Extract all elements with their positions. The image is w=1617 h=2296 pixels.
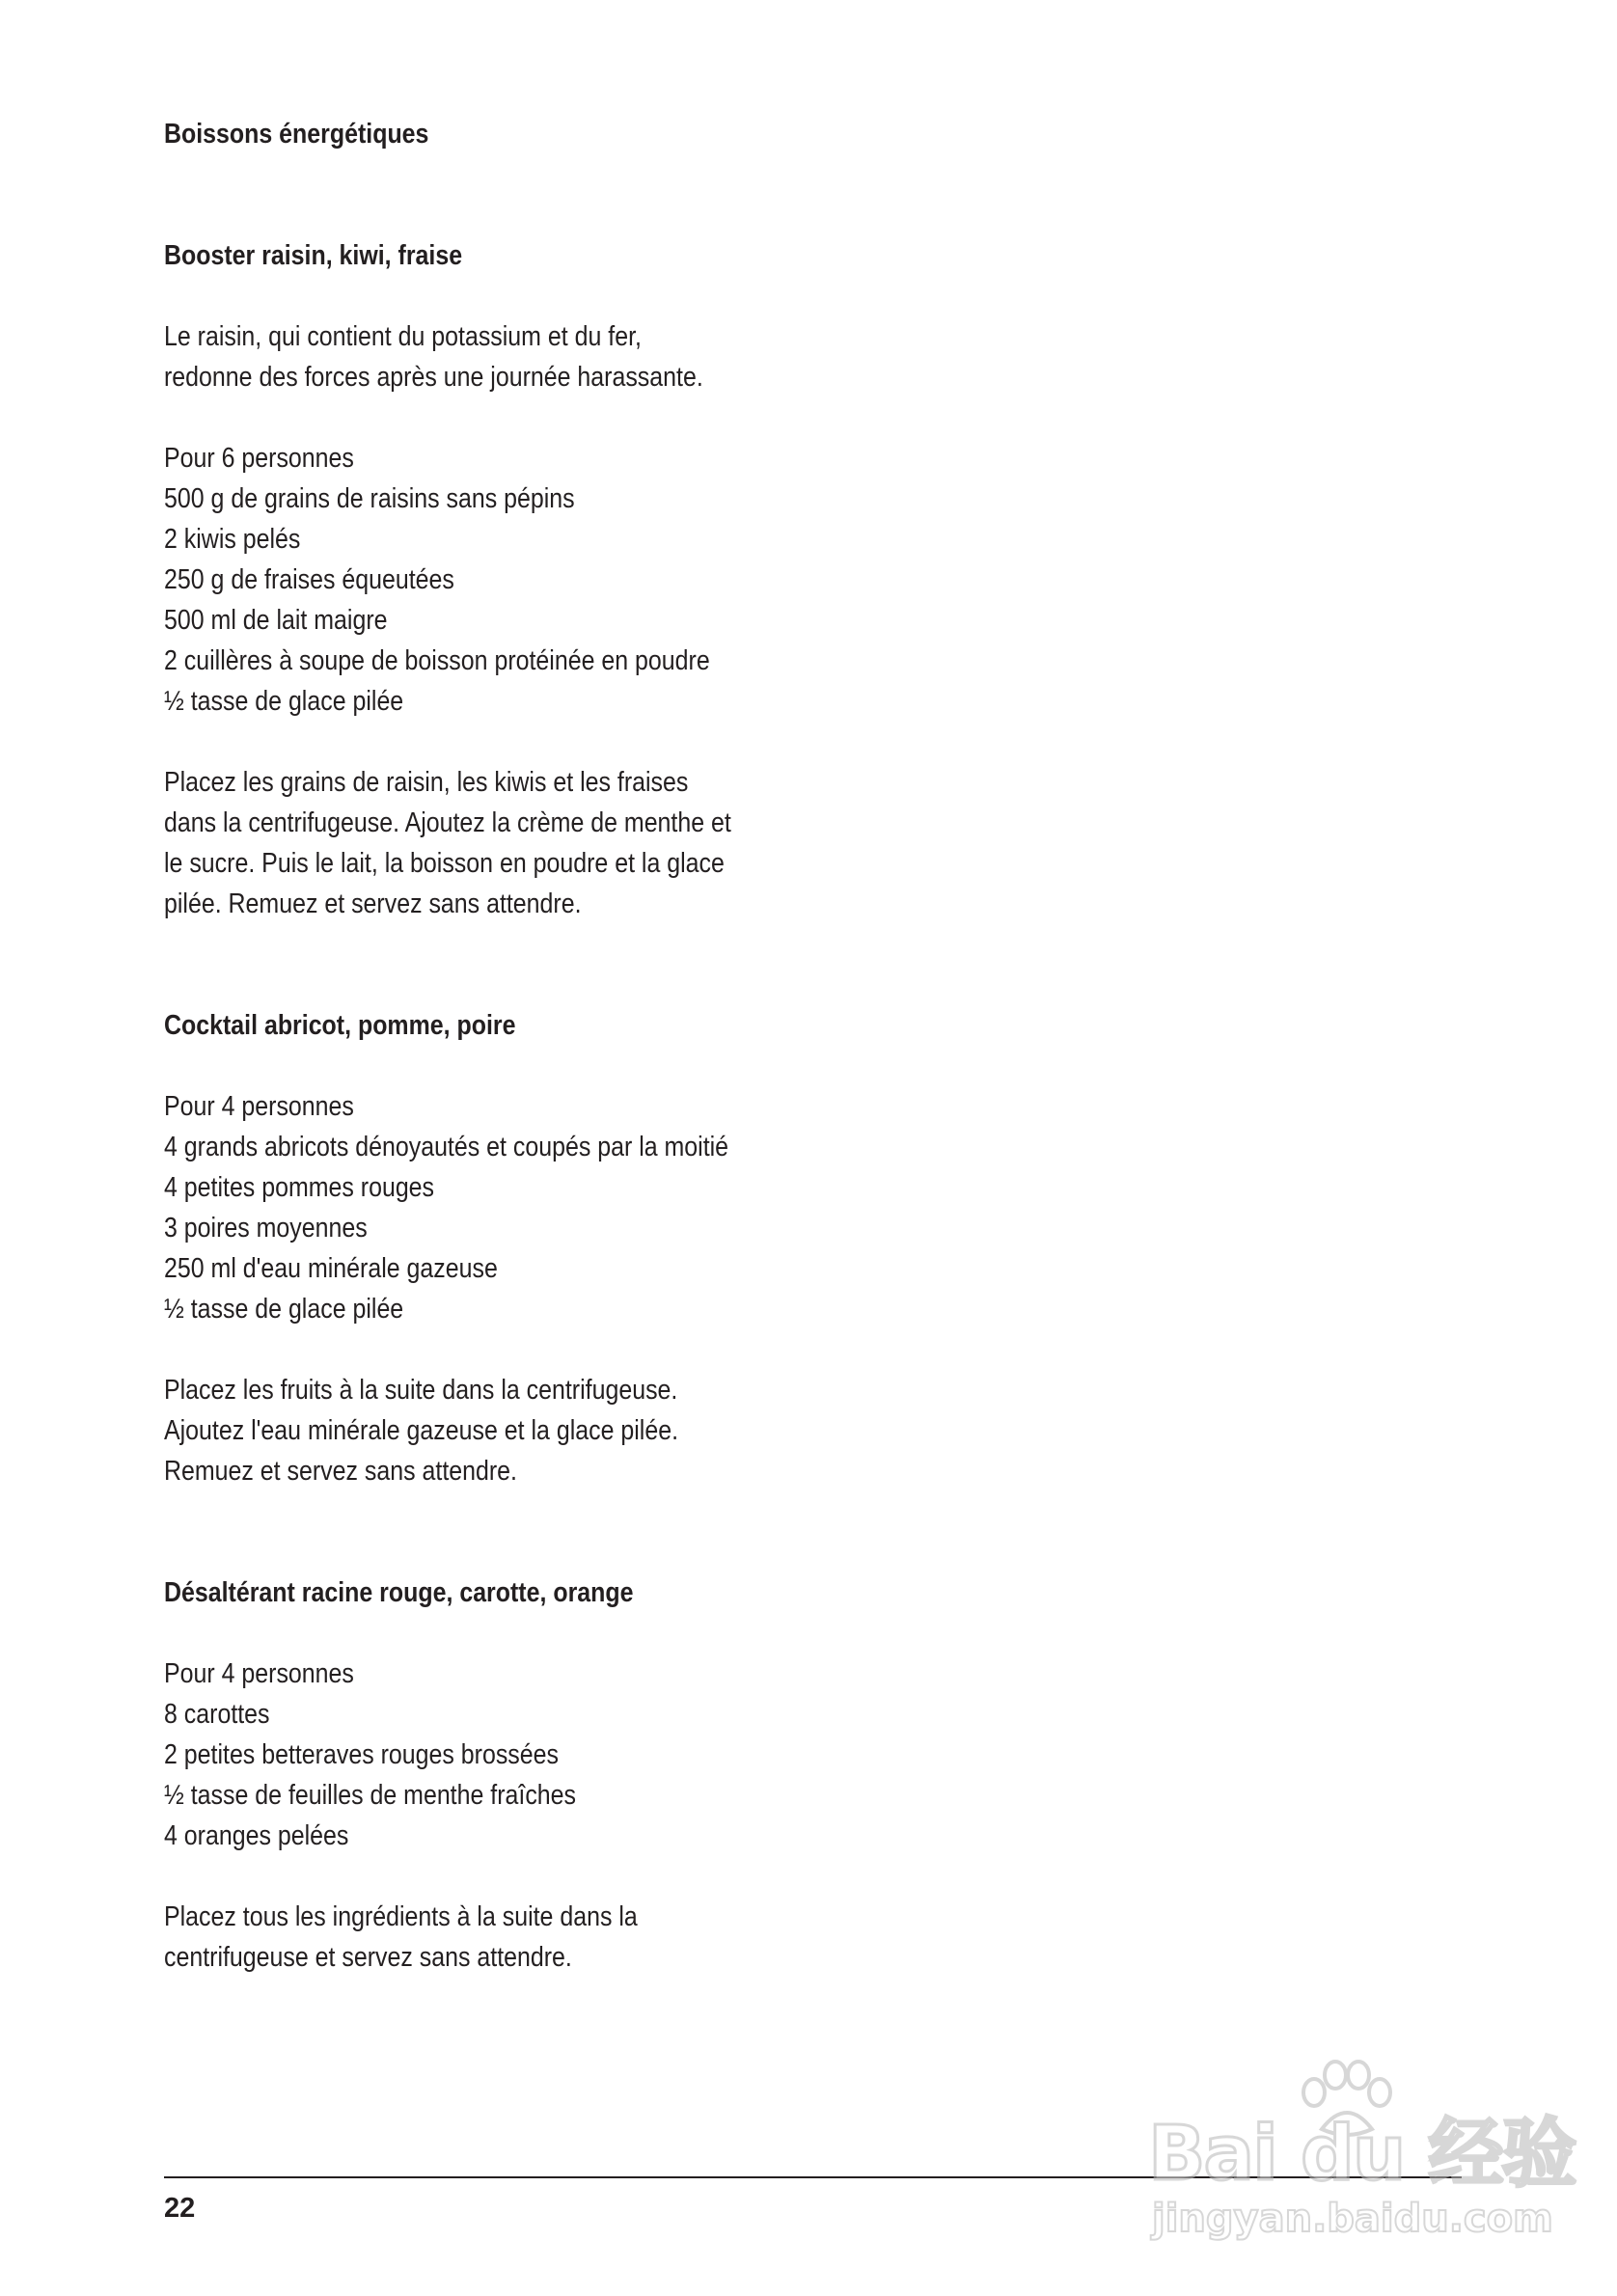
ingredient: 4 oranges pelées — [164, 1820, 349, 1851]
ingredient: ½ tasse de glace pilée — [164, 686, 404, 717]
recipe-method — [164, 762, 1032, 924]
page-content — [164, 114, 1032, 1978]
text-line: Placez les fruits à la suite dans la centrifugeuse. — [164, 1375, 678, 1406]
ingredient: ½ tasse de feuilles de menthe fraîches — [164, 1780, 577, 1811]
ingredient: 250 ml d'eau minérale gazeuse — [164, 1253, 498, 1284]
recipe-title: Cocktail abricot, pomme, poire — [164, 1010, 516, 1041]
page-title: Boissons énergétiques — [164, 119, 429, 150]
text-line: le sucre. Puis le lait, la boisson en poudre et la glace — [164, 848, 725, 879]
text-line: pilée. Remuez et servez sans attendre. — [164, 888, 582, 919]
ingredient: 3 poires moyennes — [164, 1213, 368, 1244]
servings: Pour 4 personnes — [164, 1091, 354, 1122]
recipe-title: Désaltérant racine rouge, carotte, orange — [164, 1577, 634, 1608]
servings: Pour 4 personnes — [164, 1658, 354, 1689]
text-line: dans la centrifugeuse. Ajoutez la crème de menthe et — [164, 807, 731, 838]
ingredient: ½ tasse de glace pilée — [164, 1294, 404, 1325]
recipe-desalterant — [164, 1572, 1032, 1978]
ingredient: 8 carottes — [164, 1699, 270, 1730]
baidu-watermark — [1148, 2060, 1576, 2253]
recipe-title: Booster raisin, kiwi, fraise — [164, 240, 463, 271]
text-line: Placez les grains de raisin, les kiwis et les fraises — [164, 767, 689, 798]
text-line: redonne des forces après une journée harassante. — [164, 362, 703, 393]
text-line: Ajoutez l'eau minérale gazeuse et la glace pilée. — [164, 1415, 678, 1446]
recipe-booster — [164, 235, 1032, 924]
recipe-method — [164, 1897, 1032, 1978]
ingredient: 4 petites pommes rouges — [164, 1172, 435, 1203]
ingredient-list — [164, 1654, 1032, 1856]
ingredient: 500 g de grains de raisins sans pépins — [164, 483, 575, 514]
text-line: Le raisin, qui contient du potassium et du fer, — [164, 321, 642, 352]
text-line: Remuez et servez sans attendre. — [164, 1456, 517, 1487]
ingredient: 2 kiwis pelés — [164, 524, 301, 555]
text-line: Placez tous les ingrédients à la suite dans la — [164, 1901, 638, 1932]
ingredient: 250 g de fraises équeutées — [164, 564, 454, 595]
ingredient: 500 ml de lait maigre — [164, 605, 388, 636]
ingredient: 2 cuillères à soupe de boisson protéinée en poudre — [164, 645, 710, 676]
ingredient-list — [164, 438, 1032, 722]
watermark-brand: Bai du 经验 — [1148, 2111, 1576, 2198]
ingredient: 4 grands abricots dénoyautés et coupés par la moitié — [164, 1132, 729, 1162]
recipe-intro — [164, 316, 1032, 397]
ingredient-list — [164, 1086, 1032, 1329]
watermark-url: jingyan.baidu.com — [1152, 2197, 1553, 2241]
recipe-cocktail — [164, 1005, 1032, 1491]
recipe-method — [164, 1370, 1032, 1491]
ingredient: 2 petites betteraves rouges brossées — [164, 1739, 559, 1770]
text-line: centrifugeuse et servez sans attendre. — [164, 1942, 572, 1973]
page-number: 22 — [164, 2193, 196, 2224]
servings: Pour 6 personnes — [164, 443, 354, 474]
